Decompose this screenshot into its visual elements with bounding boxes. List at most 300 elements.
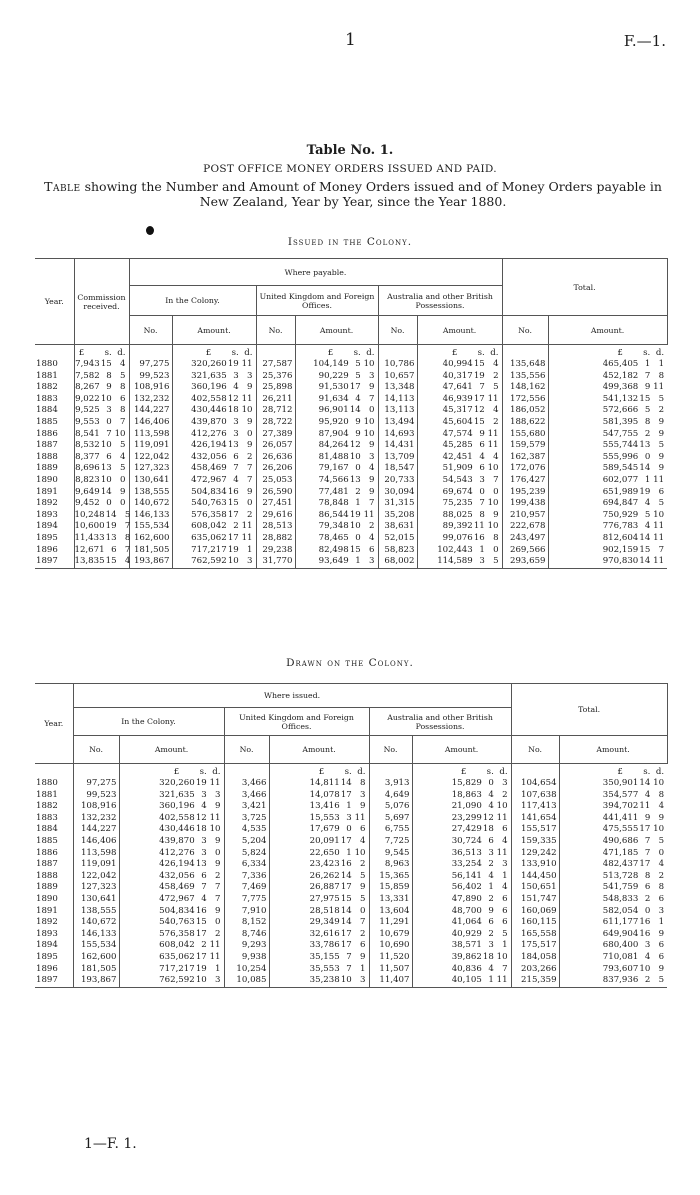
table-row xyxy=(35,824,667,836)
description-lead: Table xyxy=(44,179,81,194)
count-cell: 127,323 xyxy=(73,882,119,894)
count-cell: 13,604 xyxy=(369,906,412,918)
count-cell: 7,336 xyxy=(224,871,269,883)
count-cell: 146,133 xyxy=(129,510,172,522)
count-cell: 162,600 xyxy=(73,952,119,964)
count-cell: 28,513 xyxy=(256,521,295,533)
count-cell: 18,547 xyxy=(378,463,417,475)
count-cell: 155,680 xyxy=(502,429,548,441)
amount-cell: 582,054 0 3 xyxy=(559,906,667,918)
amount-cell: 694,847 4 5 xyxy=(548,498,667,510)
amount-cell: 402,55812 11 xyxy=(119,813,224,825)
count-cell: 13,348 xyxy=(378,382,417,394)
count-cell: 104,654 xyxy=(511,778,559,790)
amount-cell: 35,23810 3 xyxy=(269,975,369,987)
no-header: No. xyxy=(224,736,269,764)
count-cell: 8,746 xyxy=(224,929,269,941)
count-cell: 27,587 xyxy=(256,359,295,371)
count-cell: 26,636 xyxy=(256,452,295,464)
count-cell: 175,517 xyxy=(511,940,559,952)
where-issued-header: Where issued. xyxy=(73,684,511,708)
amount-cell: 7,94315 4 xyxy=(74,359,129,371)
amount-cell: 9,02210 6 xyxy=(74,394,129,406)
count-cell: 151,747 xyxy=(511,894,559,906)
units-row xyxy=(35,345,667,360)
no-header: No. xyxy=(511,736,559,764)
amount-cell: 41,064 6 6 xyxy=(412,917,511,929)
amount-cell: 499,368 9 11 xyxy=(548,382,667,394)
count-cell: 159,579 xyxy=(502,440,548,452)
year-cell: 1886 xyxy=(36,428,58,439)
count-cell: 7,910 xyxy=(224,906,269,918)
count-cell: 14,113 xyxy=(378,394,417,406)
footer-code: 1—F. 1. xyxy=(84,1136,137,1152)
no-header: No. xyxy=(369,736,412,764)
count-cell: 113,598 xyxy=(73,848,119,860)
count-cell: 181,505 xyxy=(73,964,119,976)
count-cell: 181,505 xyxy=(129,545,172,557)
year-cell: 1895 xyxy=(36,532,58,543)
year-cell: 1880 xyxy=(36,359,58,369)
table-row xyxy=(35,848,667,860)
amount-cell: 412,276 3 0 xyxy=(172,429,256,441)
amount-header: Amount. xyxy=(417,316,502,345)
count-cell: 165,558 xyxy=(511,929,559,941)
amount-cell: 680,400 3 6 xyxy=(559,940,667,952)
table-row xyxy=(35,498,667,510)
table-row xyxy=(35,813,667,825)
table-title: Table No. 1. xyxy=(306,143,394,158)
count-cell: 155,534 xyxy=(73,940,119,952)
count-cell: 13,331 xyxy=(369,894,412,906)
amount-cell: 32,61617 2 xyxy=(269,929,369,941)
amount-cell: 13,83515 4 xyxy=(74,556,129,568)
count-cell: 146,406 xyxy=(129,417,172,429)
amount-cell: 22,650 1 10 xyxy=(269,848,369,860)
amount-cell: 426,19413 9 xyxy=(172,440,256,452)
count-cell: 5,697 xyxy=(369,813,412,825)
count-cell: 52,015 xyxy=(378,533,417,545)
count-cell: 138,555 xyxy=(129,487,172,499)
amount-cell: 12,671 6 7 xyxy=(74,544,131,555)
year-cell: 1892 xyxy=(36,917,58,928)
units-label: £ s. d. xyxy=(548,345,667,360)
count-cell: 160,115 xyxy=(511,917,559,929)
count-cell: 144,227 xyxy=(129,405,172,417)
table-row xyxy=(35,940,667,952)
table-row xyxy=(35,394,667,406)
amount-cell: 540,76315 0 xyxy=(119,917,224,929)
count-cell: 130,641 xyxy=(129,475,172,487)
amount-cell: 547,755 2 9 xyxy=(548,429,667,441)
amount-cell: 504,83416 9 xyxy=(172,487,256,499)
amount-cell: 608,042 2 11 xyxy=(172,521,256,533)
count-cell: 146,133 xyxy=(73,929,119,941)
year-cell: 1892 xyxy=(36,498,58,509)
amount-cell: 432,056 6 2 xyxy=(119,871,224,883)
amount-cell: 79,167 0 4 xyxy=(295,463,378,475)
table-row xyxy=(35,382,667,394)
count-cell: 7,725 xyxy=(369,836,412,848)
count-cell: 10,690 xyxy=(369,940,412,952)
table-row xyxy=(35,521,667,533)
count-cell: 140,672 xyxy=(73,917,119,929)
year-cell: 1894 xyxy=(36,521,58,532)
table-row xyxy=(35,440,667,452)
no-header: No. xyxy=(378,316,417,345)
year-cell: 1895 xyxy=(36,951,58,962)
count-cell: 4,535 xyxy=(224,824,269,836)
count-cell: 58,823 xyxy=(378,545,417,557)
count-cell: 5,824 xyxy=(224,848,269,860)
amount-cell: 99,07616 8 xyxy=(417,533,502,545)
amount-cell: 87,904 9 10 xyxy=(295,429,378,441)
amount-cell: 26,26214 5 xyxy=(269,871,369,883)
count-cell: 172,076 xyxy=(502,463,548,475)
units-row xyxy=(35,764,667,779)
amount-cell: 35,553 7 1 xyxy=(269,964,369,976)
amount-cell: 430,44618 10 xyxy=(172,405,256,417)
table-row xyxy=(35,778,667,790)
table-row xyxy=(35,405,667,417)
units-label: £ s. d. xyxy=(559,764,667,779)
count-cell: 11,407 xyxy=(369,975,412,987)
amount-cell: 441,411 9 9 xyxy=(559,813,667,825)
amount-cell: 635,06217 11 xyxy=(119,952,224,964)
no-header: No. xyxy=(73,736,119,764)
year-cell: 1893 xyxy=(36,928,58,939)
count-cell: 3,913 xyxy=(369,778,412,790)
count-cell: 30,094 xyxy=(378,487,417,499)
table-row xyxy=(35,510,667,522)
count-cell: 9,545 xyxy=(369,848,412,860)
amount-cell: 28,51814 0 xyxy=(269,906,369,918)
amount-cell: 651,98919 6 xyxy=(548,487,667,499)
year-cell: 1887 xyxy=(36,440,58,451)
amount-cell: 33,78617 6 xyxy=(269,940,369,952)
count-cell: 199,438 xyxy=(502,498,548,510)
description-text: showing the Number and Amount of Money Orders issued and of Money Orders payable in New Zealand, Year by Year, since the Year 1880. xyxy=(84,179,662,209)
count-cell: 26,206 xyxy=(256,463,295,475)
amount-cell: 320,26019 11 xyxy=(172,359,256,371)
amount-cell: 608,042 2 11 xyxy=(119,940,224,952)
count-cell: 186,052 xyxy=(502,405,548,417)
count-cell: 160,069 xyxy=(511,906,559,918)
count-cell: 150,651 xyxy=(511,882,559,894)
amount-cell: 75,235 7 10 xyxy=(417,498,502,510)
amount-cell: 710,081 4 6 xyxy=(559,952,667,964)
amount-cell: 7,582 8 5 xyxy=(74,371,129,383)
amount-cell: 717,21719 1 xyxy=(172,545,256,557)
amount-header: Amount. xyxy=(269,736,369,764)
amount-cell: 11,43313 8 xyxy=(74,532,131,543)
count-cell: 107,638 xyxy=(511,790,559,802)
table-row xyxy=(35,545,667,557)
amount-cell: 717,21719 1 xyxy=(119,964,224,976)
count-cell: 5,076 xyxy=(369,801,412,813)
count-cell: 108,916 xyxy=(129,382,172,394)
where-payable-header: Where payable. xyxy=(129,259,502,286)
amount-cell: 84,26412 9 xyxy=(295,440,378,452)
amount-cell: 320,26019 11 xyxy=(119,778,224,790)
table-row xyxy=(35,533,667,545)
year-cell: 1889 xyxy=(36,463,58,474)
amount-cell: 458,469 7 7 xyxy=(172,463,256,475)
count-cell: 10,085 xyxy=(224,975,269,987)
amount-cell: 350,90114 10 xyxy=(559,778,667,790)
count-cell: 129,242 xyxy=(511,848,559,860)
count-cell: 68,002 xyxy=(378,556,417,568)
amount-header: Amount. xyxy=(412,736,511,764)
amount-cell: 29,34914 7 xyxy=(269,917,369,929)
count-cell: 14,693 xyxy=(378,429,417,441)
amount-cell: 490,686 7 5 xyxy=(559,836,667,848)
count-cell: 132,232 xyxy=(73,813,119,825)
amount-cell: 970,83014 11 xyxy=(548,556,667,568)
count-cell: 122,042 xyxy=(129,452,172,464)
count-cell: 25,053 xyxy=(256,475,295,487)
year-header: Year. xyxy=(35,684,73,764)
no-header: No. xyxy=(502,316,548,345)
amount-cell: 472,967 4 7 xyxy=(119,894,224,906)
count-cell: 8,152 xyxy=(224,917,269,929)
count-cell: 172,556 xyxy=(502,394,548,406)
amount-cell: 611,17716 1 xyxy=(559,917,667,929)
amount-cell: 504,83416 9 xyxy=(119,906,224,918)
amount-cell: 88,025 8 9 xyxy=(417,510,502,522)
amount-cell: 635,06217 11 xyxy=(172,533,256,545)
amount-cell: 45,285 6 11 xyxy=(417,440,502,452)
year-cell: 1890 xyxy=(36,893,58,904)
year-cell: 1885 xyxy=(36,416,58,427)
amount-cell: 412,276 3 0 xyxy=(119,848,224,860)
count-cell: 193,867 xyxy=(73,975,119,987)
amount-cell: 15,553 3 11 xyxy=(269,813,369,825)
count-cell: 132,232 xyxy=(129,394,172,406)
table-row xyxy=(35,475,667,487)
count-cell: 135,556 xyxy=(502,371,548,383)
amount-cell: 541,759 6 8 xyxy=(559,882,667,894)
count-cell: 99,523 xyxy=(73,790,119,802)
count-cell: 13,494 xyxy=(378,417,417,429)
amount-cell: 14,81114 8 xyxy=(269,778,369,790)
amount-cell: 9,553 0 7 xyxy=(74,417,129,429)
units-label: £ s. d. xyxy=(417,345,502,360)
year-cell: 1883 xyxy=(36,393,58,404)
amount-cell: 90,229 5 3 xyxy=(295,371,378,383)
amount-cell: 56,141 4 1 xyxy=(412,871,511,883)
count-cell: 3,466 xyxy=(224,790,269,802)
table-row xyxy=(35,906,667,918)
count-cell: 3,466 xyxy=(224,778,269,790)
amount-cell: 102,443 1 0 xyxy=(417,545,502,557)
count-cell: 10,679 xyxy=(369,929,412,941)
count-cell: 184,058 xyxy=(511,952,559,964)
year-cell: 1891 xyxy=(36,486,58,497)
units-label: £ s. d. xyxy=(119,764,224,779)
count-cell: 135,648 xyxy=(502,359,548,371)
amount-cell: 555,996 0 9 xyxy=(548,452,667,464)
amount-cell: 96,90114 0 xyxy=(295,405,378,417)
amount-cell: 9,452 0 0 xyxy=(74,498,129,510)
amount-cell: 432,056 6 2 xyxy=(172,452,256,464)
year-cell: 1882 xyxy=(36,801,58,812)
amount-cell: 465,405 1 1 xyxy=(548,359,667,371)
amount-header: Amount. xyxy=(295,316,378,345)
amount-cell: 581,395 8 9 xyxy=(548,417,667,429)
amount-cell: 40,99415 4 xyxy=(417,359,502,371)
amount-cell: 602,077 1 11 xyxy=(548,475,667,487)
amount-cell: 540,76315 0 xyxy=(172,498,256,510)
count-cell: 10,254 xyxy=(224,964,269,976)
amount-cell: 74,56613 9 xyxy=(295,475,378,487)
amount-cell: 56,402 1 4 xyxy=(412,882,511,894)
amount-cell: 902,15915 7 xyxy=(548,545,667,557)
count-cell: 99,523 xyxy=(129,371,172,383)
count-cell: 15,365 xyxy=(369,871,412,883)
uk-header: United Kingdom and Foreign Offices. xyxy=(224,708,369,736)
count-cell: 140,672 xyxy=(129,498,172,510)
amount-cell: 439,870 3 9 xyxy=(172,417,256,429)
count-cell: 117,413 xyxy=(511,801,559,813)
amount-cell: 430,44618 10 xyxy=(119,824,224,836)
amount-cell: 837,936 2 5 xyxy=(559,975,667,987)
amount-cell: 47,890 2 6 xyxy=(412,894,511,906)
count-cell: 27,389 xyxy=(256,429,295,441)
count-cell: 26,057 xyxy=(256,440,295,452)
amount-cell: 95,920 9 10 xyxy=(295,417,378,429)
count-cell: 25,898 xyxy=(256,382,295,394)
count-cell: 8,963 xyxy=(369,859,412,871)
amount-cell: 81,48810 3 xyxy=(295,452,378,464)
count-cell: 7,469 xyxy=(224,882,269,894)
amount-cell: 79,34810 2 xyxy=(295,521,378,533)
count-cell: 144,227 xyxy=(73,824,119,836)
count-cell: 159,335 xyxy=(511,836,559,848)
count-cell: 29,616 xyxy=(256,510,295,522)
table-row xyxy=(35,429,667,441)
count-cell: 203,266 xyxy=(511,964,559,976)
amount-cell: 20,09117 4 xyxy=(269,836,369,848)
amount-cell: 26,88717 9 xyxy=(269,882,369,894)
year-cell: 1885 xyxy=(36,835,58,846)
amount-cell: 78,848 1 7 xyxy=(295,498,378,510)
year-cell: 1882 xyxy=(36,382,58,393)
count-cell: 6,755 xyxy=(369,824,412,836)
units-label: £ s. d. xyxy=(412,764,511,779)
ink-dot xyxy=(146,226,154,235)
amount-cell: 78,465 0 4 xyxy=(295,533,378,545)
table-row xyxy=(35,894,667,906)
amount-cell: 46,93917 11 xyxy=(417,394,502,406)
table-row xyxy=(35,463,667,475)
year-cell: 1888 xyxy=(36,451,58,462)
amount-cell: 9,64914 9 xyxy=(74,487,129,499)
count-cell: 148,162 xyxy=(502,382,548,394)
table-row xyxy=(35,359,667,371)
count-cell: 269,566 xyxy=(502,545,548,557)
table-row xyxy=(35,952,667,964)
amount-cell: 27,97515 5 xyxy=(269,894,369,906)
amount-cell: 402,55812 11 xyxy=(172,394,256,406)
count-cell: 130,641 xyxy=(73,894,119,906)
year-cell: 1880 xyxy=(36,778,58,788)
amount-header: Amount. xyxy=(559,736,667,764)
count-cell: 122,042 xyxy=(73,871,119,883)
units-label: £ s. d. xyxy=(172,345,256,360)
uk-header: United Kingdom and Foreign Offices. xyxy=(256,286,378,316)
amount-header: Amount. xyxy=(119,736,224,764)
amount-cell: 750,929 5 10 xyxy=(548,510,667,522)
amount-cell: 86,54419 11 xyxy=(295,510,378,522)
table-row xyxy=(35,417,667,429)
amount-cell: 104,149 5 10 xyxy=(295,359,378,371)
amount-cell: 15,829 0 3 xyxy=(412,778,511,790)
amount-cell: 23,42316 2 xyxy=(269,859,369,871)
count-cell: 138,555 xyxy=(73,906,119,918)
table-row xyxy=(35,487,667,499)
amount-cell: 35,155 7 9 xyxy=(269,952,369,964)
year-cell: 1888 xyxy=(36,870,58,881)
count-cell: 215,359 xyxy=(511,975,559,987)
drawn-table xyxy=(35,683,668,988)
amount-cell: 555,74413 5 xyxy=(548,440,667,452)
count-cell: 10,657 xyxy=(378,371,417,383)
count-cell: 162,387 xyxy=(502,452,548,464)
amount-header: Amount. xyxy=(172,316,256,345)
total-header: Total. xyxy=(502,259,667,316)
australia-header: Australia and other British Possessions. xyxy=(378,286,502,316)
count-cell: 11,507 xyxy=(369,964,412,976)
amount-cell: 572,666 5 2 xyxy=(548,405,667,417)
amount-cell: 17,679 0 6 xyxy=(269,824,369,836)
amount-cell: 38,571 3 1 xyxy=(412,940,511,952)
drawn-section-title: Drawn on the Colony. xyxy=(286,657,414,669)
count-cell: 26,211 xyxy=(256,394,295,406)
count-cell: 193,867 xyxy=(129,556,172,568)
amount-cell: 475,55517 10 xyxy=(559,824,667,836)
units-label: £ s. d. xyxy=(74,345,129,360)
count-cell: 31,315 xyxy=(378,498,417,510)
amount-cell: 82,49815 6 xyxy=(295,545,378,557)
count-cell: 195,239 xyxy=(502,487,548,499)
count-cell: 3,725 xyxy=(224,813,269,825)
table-row xyxy=(35,882,667,894)
amount-cell: 13,416 1 9 xyxy=(269,801,369,813)
count-cell: 3,421 xyxy=(224,801,269,813)
year-cell: 1889 xyxy=(36,882,58,893)
amount-cell: 40,929 2 5 xyxy=(412,929,511,941)
count-cell: 146,406 xyxy=(73,836,119,848)
units-label: £ s. d. xyxy=(269,764,369,779)
amount-cell: 321,635 3 3 xyxy=(119,790,224,802)
amount-cell: 48,700 9 6 xyxy=(412,906,511,918)
count-cell: 113,598 xyxy=(129,429,172,441)
count-cell: 5,204 xyxy=(224,836,269,848)
count-cell: 176,427 xyxy=(502,475,548,487)
commission-header: Commission received. xyxy=(74,259,129,345)
amount-cell: 40,31719 2 xyxy=(417,371,502,383)
amount-cell: 77,481 2 9 xyxy=(295,487,378,499)
table-row xyxy=(35,871,667,883)
amount-cell: 69,674 0 0 xyxy=(417,487,502,499)
amount-cell: 91,53017 9 xyxy=(295,382,378,394)
amount-cell: 40,105 1 11 xyxy=(412,975,511,987)
count-cell: 162,600 xyxy=(129,533,172,545)
count-cell: 35,208 xyxy=(378,510,417,522)
year-cell: 1896 xyxy=(36,963,58,974)
amount-cell: 114,589 3 5 xyxy=(417,556,502,568)
